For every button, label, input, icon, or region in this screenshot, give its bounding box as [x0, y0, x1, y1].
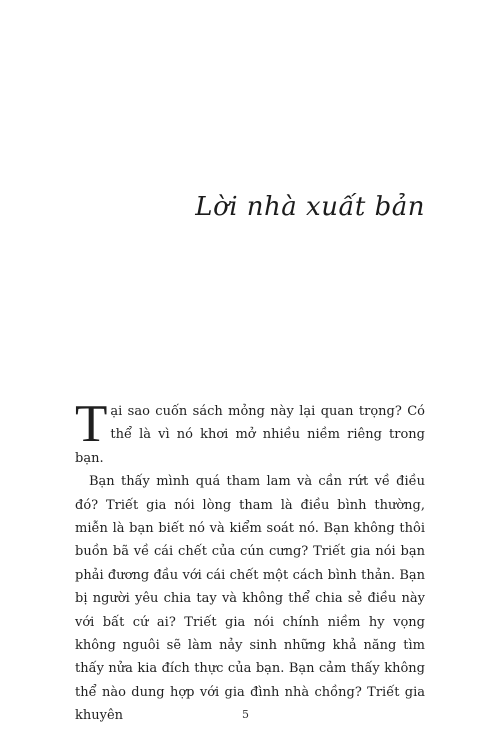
chapter-title: Lời nhà xuất bản: [195, 192, 425, 222]
paragraph-main: Bạn thấy mình quá tham lam và cần rứt về điều đó? Triết gia nói lòng tham là điều bình thường, miễn là bạn biết nó và kiểm soát nó. Bạn không thôi buồn bã về cái chết của cún cưng? Triết gia nói bạn phải đương đầu với cái chết một cách bình thản. Bạn bị người yêu chia tay và không thể chia sẻ điều này với bất cứ ai? Triết gia nói chính niềm hy vọng không nguôi sẽ làm nảy sinh những khả năng tìm thấy nửa kia đích thực của bạn. Bạn cảm thấy không thể nào dung hợp với gia đình nhà chồng? Triết gia khuyên: [75, 474, 425, 724]
paragraph-intro: [75, 395, 425, 470]
page-number: 5: [242, 708, 249, 721]
body-text: [75, 395, 425, 728]
drop-cap: T: [75, 395, 108, 453]
paragraph-intro-text: ại sao cuốn sách mỏng này lại quan trọng? Có thể là vì nó khơi mở nhiều niềm riêng trong bạn.: [75, 404, 425, 466]
